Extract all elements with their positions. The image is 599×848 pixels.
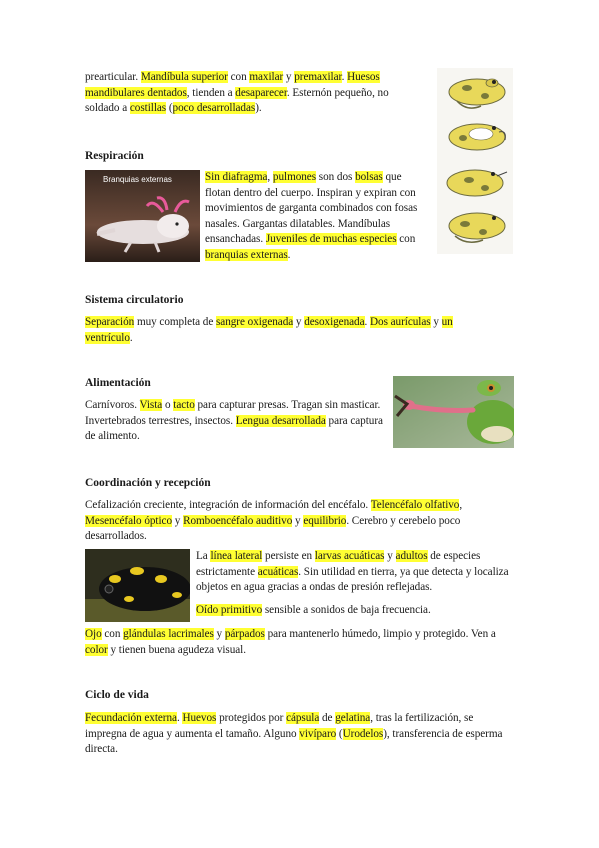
text-run: protegidos por [216,712,287,724]
text-run: prearticular. [85,71,141,83]
paragraph-respiracion [205,170,427,264]
highlighted-term: vivíparo [299,727,337,740]
text-run: de [319,712,336,724]
highlighted-term: Dos aurículas [370,316,431,328]
highlighted-term: párpados [224,628,265,640]
axolotl-photo [85,170,200,262]
highlighted-term: Romboencéfalo auditivo [183,514,293,527]
highlighted-term: color [85,643,108,656]
heading-alimentacion: Alimentación [85,377,151,389]
highlighted-term: Huesos mandibulares dentados [85,71,380,99]
paragraph-coordinacion-encefalo [85,498,513,545]
salamander-photo [85,549,190,622]
text-run: con [396,233,416,246]
highlighted-term: Ojo [85,628,102,640]
text-run: y [292,514,304,527]
highlighted-term: Vista [139,399,163,411]
highlighted-term: cápsula [286,712,320,724]
text-run: , tras la fertilización, se impregna de agua y aumenta el tamaño. Alguno [85,712,474,740]
text-run: que flotan dentro del cuerpo. Inspiran y expiran con movimientos de garganta combinados con fosas nasales. Gargantas dilatables. Mandíbulas ensanchadas. [205,171,418,246]
highlighted-term: costillas [129,102,167,115]
text-run: , tienden a [186,86,236,99]
highlighted-term: desoxigenada [304,316,365,328]
text-run: . [287,248,291,261]
text-run: La [196,550,211,562]
text-run: ), transferencia de esperma directa. [85,727,503,756]
heading-circulatorio: Sistema circulatorio [85,294,184,306]
text-run: para capturar presas. Tragan sin masticar. Invertebrados terrestres, insectos. [85,399,381,427]
axolotl-caption: Branquias externas [103,175,172,184]
text-run: Cefalización creciente, integración de información del encéfalo. [85,499,371,511]
highlighted-term: pulmones [272,171,317,183]
highlighted-term: Sin diafragma [205,171,268,183]
text-run: . [129,331,133,344]
text-run: y [430,316,442,328]
highlighted-term: larvas acuáticas [314,550,385,562]
highlighted-term: Mesencéfalo óptico [85,514,173,527]
text-run: . Esternón pequeño, no soldado a [85,86,389,115]
paragraph-circulatorio [85,315,503,346]
heading-coordinacion: Coordinación y recepción [85,477,211,489]
highlighted-term: branquias externas [205,248,288,261]
text-run: , [267,171,273,183]
text-run: son dos [316,171,356,183]
highlighted-term: maxilar [249,71,284,83]
text-run: muy completa de [134,316,216,328]
highlighted-term: Oído primitivo [196,604,263,616]
paragraph-oido [196,603,514,619]
text-run: y [213,628,225,640]
text-run: . [364,316,371,328]
highlighted-term: poco desarrolladas [172,102,256,115]
highlighted-term: Juveniles de muchas especies [265,233,397,246]
paragraph-ojo [85,627,513,658]
heading-respiracion: Respiración [85,150,144,162]
heading-ciclo-vida: Ciclo de vida [85,689,149,701]
text-run: y [293,316,305,328]
text-run: ( [166,102,173,115]
text-run: o [162,399,174,411]
text-run: con [101,628,124,640]
highlighted-term: línea lateral [210,550,263,562]
text-run: . [341,71,348,83]
highlighted-term: tacto [173,399,195,411]
text-run: con [227,71,250,83]
text-run: para captura de alimento. [85,414,383,443]
highlighted-term: Telencéfalo olfativo [370,499,460,511]
text-run: Carnívoros. [85,399,140,411]
paragraph-alimentacion [85,398,385,445]
highlighted-term: acuáticas [257,565,299,578]
paragraph-linea-lateral [196,549,514,596]
text-run: ( [336,727,343,740]
highlighted-term: Separación [85,316,135,328]
frog-drawing-2 [449,124,505,150]
text-run: y [172,514,184,527]
text-run: y [283,71,295,83]
paragraph-ciclo-vida [85,711,513,758]
text-run: , [459,499,463,511]
text-run: ). [255,102,262,115]
frog-tongue-photo [393,376,514,448]
text-run: de especies estrictamente [196,550,481,578]
highlighted-term: gelatina [335,712,371,724]
highlighted-term: sangre oxigenada [216,316,294,328]
text-run: . Cerebro y cerebelo poco desarrollados. [85,514,461,543]
highlighted-term: adultos [395,550,428,562]
highlighted-term: Huevos [182,712,217,724]
highlighted-term: desaparecer [235,86,287,99]
frog-breathing-illustration [437,68,513,254]
highlighted-term: Lengua desarrollada [235,414,326,427]
text-run: y tienen buena agudeza visual. [107,643,246,656]
text-run: y [384,550,396,562]
paragraph-mandible [85,70,415,117]
highlighted-term: bolsas [355,171,383,183]
highlighted-term: Mandíbula superior [140,71,228,83]
highlighted-term: glándulas lacrimales [123,628,214,640]
highlighted-term: premaxilar [294,71,342,83]
text-run: sensible a sonidos de baja frecuencia. [262,604,431,616]
highlighted-term: Urodelos [342,727,384,740]
text-run: persiste en [262,550,315,562]
highlighted-term: un ventrículo [85,316,453,344]
text-run: . Sin utilidad en tierra, ya que detecta y localiza objetos en agua gracias a ondas de presión reflejadas. [196,565,509,594]
text-run: . [176,712,183,724]
highlighted-term: Fecundación externa [85,712,177,724]
text-run: para mantenerlo húmedo, limpio y protegido. Ven a [264,628,496,640]
highlighted-term: equilibrio [303,514,347,527]
